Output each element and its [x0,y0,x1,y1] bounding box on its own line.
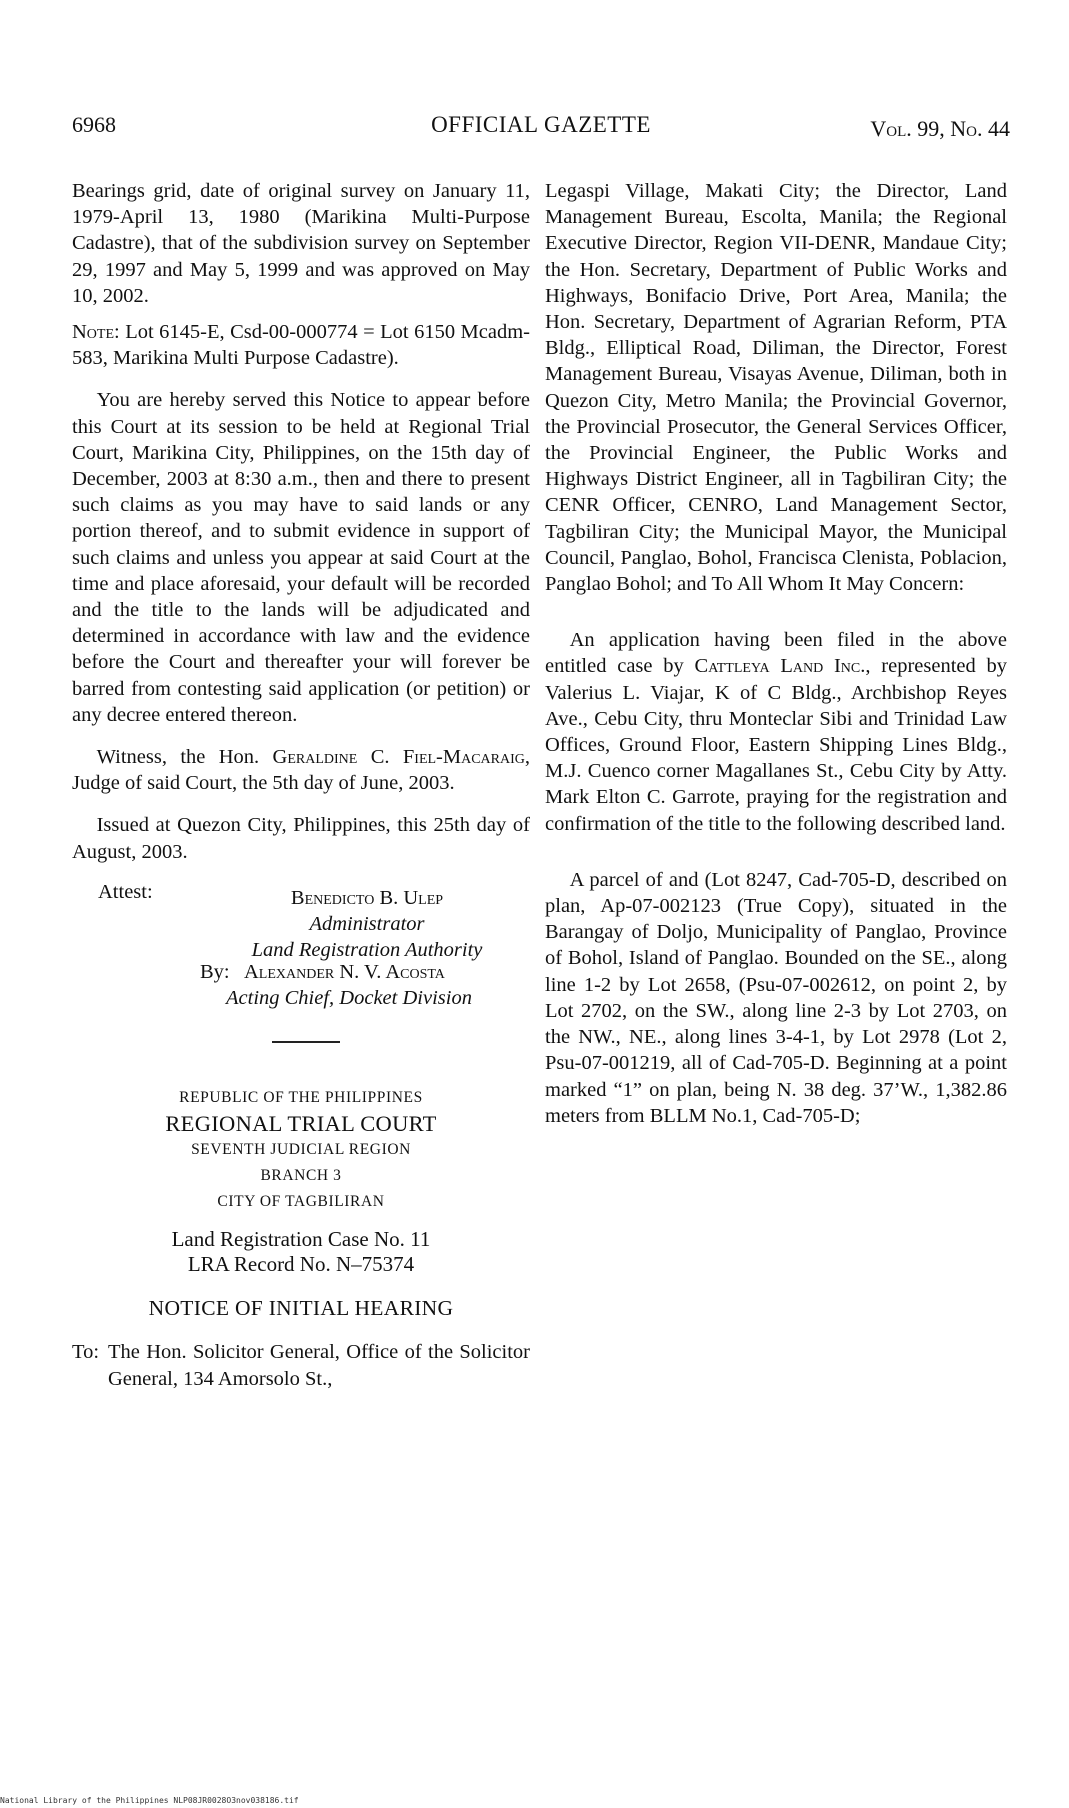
attest-label: Attest: [98,880,153,903]
lra-record-number: LRA Record No. N–75374 [187,1252,415,1277]
notice-title: NOTICE OF INITIAL HEARING [148,1296,454,1321]
branch-label: BRANCH 3 [260,1167,342,1185]
judge-name: Geraldine C. Fiel-Macaraig, [272,746,531,769]
witness-date: Judge of said Court, the 5th day of June, 2003. [72,772,455,795]
applicant-name: Cattleya Land Inc., [694,655,871,678]
publication-title: OFFICIAL GAZETTE [431,112,651,137]
administrator-signature [237,885,497,964]
court-name: REGIONAL TRIAL COURT [165,1111,437,1137]
volume-issue: Vol. 99, No. 44 [870,116,1010,141]
court-heading [72,1085,530,1277]
administrator-title: Administrator [309,913,425,936]
note-text: Lot 6145-E, Csd-00-000774 = Lot 6150 Mcadm-583, Marikina Multi Purpose Cadastre). [72,321,530,370]
application-text: An application having been filed in the above entitled case by [545,629,1007,678]
issued-paragraph: Issued at Quezon City, Philippines, this 25th day of August, 2003. [72,814,530,863]
addressee-block [72,1339,530,1391]
section-divider [272,1041,340,1043]
note-label: Note: [72,321,120,344]
application-paragraph [545,627,1007,837]
case-number: Land Registration Case No. 11 [171,1227,431,1252]
right-column [545,178,1007,1129]
republic-label: REPUBLIC OF THE PHILIPPINES [179,1089,423,1107]
authority-name: Land Registration Authority [251,939,483,962]
to-label: To: [72,1341,100,1364]
city-label: CITY OF TAGBILIRAN [217,1193,385,1211]
judicial-region: SEVENTH JUDICIAL REGION [191,1141,411,1159]
attestation-block [72,879,530,997]
page-header [72,112,1010,144]
by-label: By: [200,960,230,983]
page-number: 6968 [72,112,116,137]
addressees-paragraph: Legaspi Village, Makati City; the Director, Land Management Bureau, Escolta, Manila; the Regional Executive Director, Region VII-DENR, Mandaue City; the Hon. Secretary, Department of Public Works and Highways, Bonifacio Drive, Port Area, Manila; the Hon. Secretary, Department of Agrarian Reform, PTA Bldg., Elliptical Road, Diliman, the Director, Forest Management Bureau, Visayas Avenue, Diliman, both in Quezon City, Metro Manila; the Provincial Governor, the Provincial Prosecutor, the General Services Officer, the Provincial Engineer, the Public Works and Highways District Engineer, all in Tagbiliran City; the CENR Officer, CENRO, Land Management Sector, Tagbiliran City; the Municipal Mayor, the Municipal Council, Panglao, Bohol, Francisca Clenista, Poblacion, Panglao Bohol; and To All Whom It May Concern: [545,180,1007,596]
witness-paragraph [72,744,530,796]
scan-footer: National Library of the Philippines NLP08JR0028O3nov038186.tif [0,1796,299,1805]
docket-chief-title: Acting Chief, Docket Division [226,987,472,1010]
docket-chief-name: Alexander N. V. Acosta [244,960,445,983]
survey-paragraph: Bearings grid, date of original survey on January 11, 1979-April 13, 1980 (Marikina Multi-Purpose Cadastre), that of the subdivision survey on September 29, 1997 and May 5, 1999 and was approved on May 10, 2002. [72,180,530,307]
addressee-text: The Hon. Solicitor General, Office of the Solicitor General, 134 Amorsolo St., [108,1341,530,1390]
application-details: represented by Valerius L. Viajar, K of C Bldg., Archbishop Reyes Ave., Cebu City, thru Monteclar Sibi and Trinidad Law Offices, Ground Floor, Eastern Shipping Lines Bldg., M.J. Cuenco corner Magallanes St., Cebu City by Atty. Mark Elton C. Garrote, praying for the registration and confirmation of the title to the following described land. [545,655,1007,835]
witness-text: Witness, the Hon. [96,746,273,769]
left-column [72,178,530,1392]
note-paragraph [72,319,530,371]
land-description-paragraph: A parcel of and (Lot 8247, Cad-705-D, described on plan, Ap-07-002123 (True Copy), situated in the Barangay of Doljo, Municipality of Panglao, Province of Bohol, Island of Panglao. Bounded on the SE., along line 1-2 by Lot 2658, (Psu-07-002612, on point 2, by Lot 2702, on the SW., along line 2-3 by Lot 2703, on the NW., NE., along lines 3-4-1, by Lot 2978 (Lot 2, Psu-07-001219, all of Cad-705-D. Beginning at a point marked “1” on plan, being N. 38 deg. 37’W., 1,382.86 meters from BLLM No.1, Cad-705-D; [545,868,1007,1127]
administrator-name: Benedicto B. Ulep [290,886,444,909]
served-notice-paragraph: You are hereby served this Notice to appear before this Court at its session to be held at Regional Trial Court, Marikina City, Philippines, on the 15th day of December, 2003 at 8:30 a.m., then and there to present such claims as you may have to said lands or any portion thereof, and to submit evidence in support of such claims and unless you appear at said Court at the time and place aforesaid, your default will be recorded and the title to the lands will be adjudicated and determined in accordance with law and the evidence before the Court and thereafter your will forever be barred from contesting said application (or petition) or any decree entered thereon. [72,389,530,726]
